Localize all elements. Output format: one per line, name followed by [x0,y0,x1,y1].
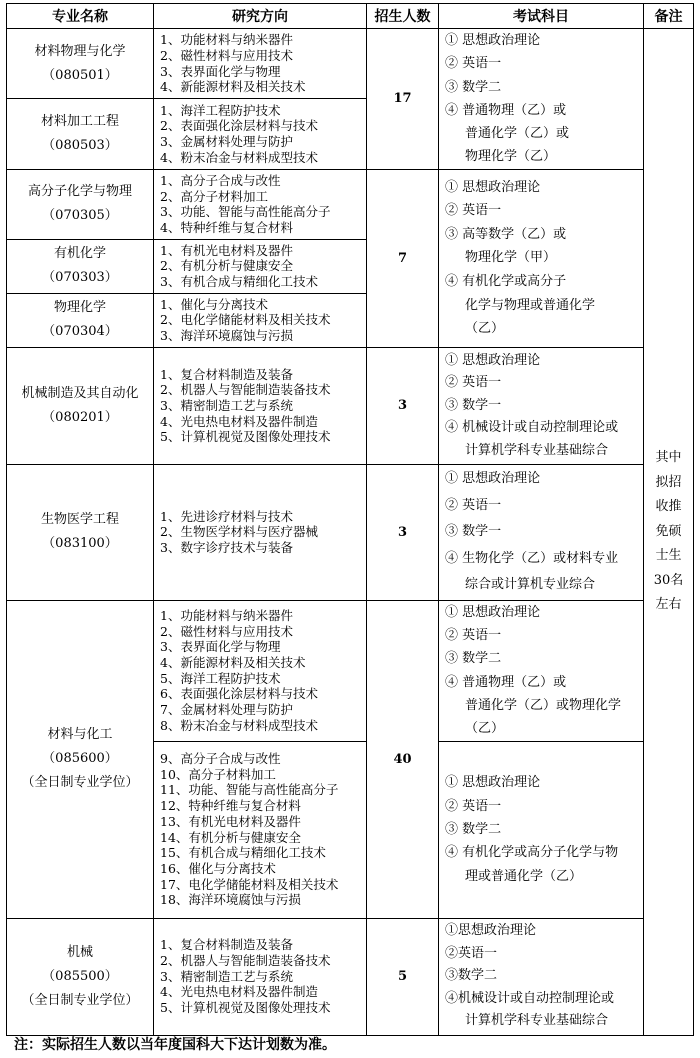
exams-cell [439,29,644,170]
major-cell [7,600,154,918]
exam-item: ① 思想政治理论 [445,604,541,620]
exams-cell [439,918,644,1035]
exam-item: ④ 有机化学或高分子 [445,274,567,290]
remark-line: 30名 [653,572,684,588]
remark-line: 收推 [655,499,682,515]
exam-item: （乙） [465,321,505,337]
exams-cell [439,347,644,464]
major-cell [7,464,154,600]
remark-line: 士生 [655,548,682,564]
direction-item: 1、复合材料制造及装备 [160,937,293,953]
direction-item: 5、海洋工程防护技术 [160,670,281,686]
direction-item: 4、特种纤维与复合材料 [160,219,293,235]
exam-item: 化学与物理或普通化学 [465,297,596,313]
direction-item: 1、高分子合成与改性 [160,172,281,188]
direction-item: 1、先进诊疗材料与技术 [160,508,293,524]
direction-item: 9、高分子合成与改性 [160,751,281,767]
direction-item: 1、海洋工程防护技术 [160,102,281,118]
major-cell [7,347,154,464]
direction-item: 17、电化学储能材料及相关技术 [160,876,339,892]
major-cell [7,918,154,1035]
major-code: （080503） [42,138,118,154]
exam-item: ④ 普通物理（乙）或 [445,102,567,118]
exam-item: ① 思想政治理论 [445,352,541,368]
major-code: （080501） [42,67,118,83]
exam-item: ① 思想政治理论 [445,179,541,195]
header-exams: 考试科目 [439,4,644,29]
remark-cell [644,29,694,1036]
major-code: （085500） [42,968,118,984]
header-direction: 研究方向 [154,4,367,29]
direction-item: 7、金属材料处理与防护 [160,702,293,718]
table-row [7,169,694,239]
direction-item: 2、生物医学材料与医疗器械 [160,524,318,540]
exam-item: ④ 生物化学（乙）或材料专业 [445,550,619,566]
direction-item: 3、有机合成与精细化工技术 [160,274,318,290]
direction-item: 3、表界面化学与物理 [160,63,281,79]
exam-item: （乙） [465,721,505,737]
exams-cell [439,600,644,741]
directions-cell [154,169,367,239]
table-row [7,29,694,99]
direction-item: 3、金属材料处理与防护 [160,134,293,150]
direction-item: 6、表面强化涂层材料与技术 [160,686,318,702]
major-name: 高分子化学与物理 [27,184,132,200]
exam-item: 普通化学（乙）或 [465,126,570,142]
direction-item: 16、催化与分离技术 [160,860,276,876]
exam-item: ② 英语一 [445,375,502,391]
major-code: （070303） [42,270,118,286]
exam-item: 普通化学（乙）或物理化学 [465,697,622,713]
direction-item: 3、数字诊疗技术与装备 [160,540,293,556]
direction-item: 3、功能、智能与高性能高分子 [160,204,331,220]
quota-cell: 5 [367,918,439,1035]
direction-item: 3、表界面化学与物理 [160,639,281,655]
direction-item: 18、海洋环境腐蚀与污损 [160,892,301,908]
major-cell [7,239,154,293]
exam-item: ④ 机械设计或自动控制理论或 [445,420,619,436]
exam-item: 理或普通化学（乙） [465,868,583,884]
header-quota: 招生人数 [367,4,439,29]
table-row [7,464,694,600]
exam-item: ② 英语一 [445,497,502,513]
direction-item: 3、精密制造工艺与系统 [160,968,293,984]
direction-item: 2、表面强化涂层材料与技术 [160,118,318,134]
exam-item: ③ 高等数学（乙）或 [445,226,567,242]
major-code: （085600） [42,751,118,767]
direction-item: 1、催化与分离技术 [160,296,268,312]
direction-item: 3、海洋环境腐蚀与污损 [160,328,293,344]
directions-cell [154,239,367,293]
direction-item: 2、磁性材料与应用技术 [160,623,293,639]
major-type: （全日制专业学位） [21,775,139,791]
quota-cell: 3 [367,347,439,464]
table-row [7,918,694,1035]
direction-item: 15、有机合成与精细化工技术 [160,845,326,861]
direction-item: 1、复合材料制造及装备 [160,366,293,382]
directions-cell [154,347,367,464]
header-note: 备注 [644,4,694,29]
exam-item: ④ 有机化学或高分子化学与物 [445,845,619,861]
direction-item: 8、粉末冶金与材料成型技术 [160,717,318,733]
exam-item: 综合或计算机专业综合 [465,577,596,593]
direction-item: 2、机器人与智能制造装备技术 [160,953,331,968]
major-code: （070305） [42,208,118,224]
directions-cell [154,464,367,600]
exam-item: ④ 普通物理（乙）或 [445,674,567,690]
exam-item: ② 英语一 [445,628,502,644]
exam-item: ③数学二 [445,968,498,984]
directions-cell [154,293,367,347]
exam-item: 物理化学（乙） [465,149,557,165]
remark-line: 免硕 [655,523,682,539]
admissions-table [6,3,694,1036]
exams-cell [439,464,644,600]
exam-item: ③ 数学二 [445,821,502,837]
remark-line: 其中 [655,450,682,466]
exams-cell [439,169,644,347]
exam-item: ② 英语一 [445,56,502,72]
table-row [7,347,694,464]
directions-cell [154,918,367,1035]
major-name: 材料加工工程 [40,114,119,130]
direction-item: 4、粉末冶金与材料成型技术 [160,149,318,165]
exam-item: ②英语一 [445,945,498,961]
exam-item: ④机械设计或自动控制理论或 [445,990,615,1006]
major-cell [7,169,154,239]
major-code: （070304） [42,324,118,340]
direction-item: 2、高分子材料加工 [160,188,268,204]
major-cell [7,293,154,347]
exam-item: ③ 数学一 [445,524,502,540]
major-name: 材料物理与化学 [34,43,126,59]
direction-item: 4、新能源材料及相关技术 [160,79,306,95]
major-name: 材料与化工 [47,727,113,743]
remark-line: 拟招 [655,474,682,490]
major-cell [7,29,154,99]
quota-cell: 17 [367,29,439,170]
directions-cell [154,741,367,918]
direction-item: 2、机器人与智能制造装备技术 [160,382,331,398]
exam-item: 计算机学科专业基础综合 [465,1013,609,1029]
major-code: （080201） [42,409,118,425]
exam-item: ② 英语一 [445,203,502,219]
major-name: 物理化学 [53,300,106,316]
direction-item: 1、有机光电材料及器件 [160,242,293,258]
exams-cell [439,741,644,918]
direction-item: 4、光电热电材料及器件制造 [160,413,318,429]
major-name: 机械制造及其自动化 [21,385,139,401]
major-name: 机械 [66,944,93,960]
directions-cell [154,99,367,169]
header-row [7,4,694,29]
direction-item: 3、精密制造工艺与系统 [160,397,293,413]
quota-cell: 7 [367,169,439,347]
directions-cell [154,600,367,741]
exam-item: ③ 数学一 [445,397,502,413]
direction-item: 1、功能材料与纳米器件 [160,32,293,48]
direction-item: 5、计算机视觉及图像处理技术 [160,1000,331,1016]
exam-item: ①思想政治理论 [445,923,537,939]
direction-item: 2、有机分析与健康安全 [160,258,293,274]
header-major: 专业名称 [7,4,154,29]
direction-item: 13、有机光电材料及器件 [160,813,301,829]
exam-item: ③ 数学二 [445,651,502,667]
exam-item: 物理化学（甲） [465,250,557,266]
exam-item: ① 思想政治理论 [445,471,541,487]
directions-cell [154,29,367,99]
major-type: （全日制专业学位） [21,992,139,1008]
exam-item: ① 思想政治理论 [445,33,541,48]
remark-line: 左右 [655,597,682,613]
direction-item: 10、高分子材料加工 [160,766,276,782]
direction-item: 12、特种纤维与复合材料 [160,798,301,814]
major-code: （083100） [42,536,118,552]
direction-item: 4、新能源材料及相关技术 [160,654,306,670]
major-name: 有机化学 [53,246,106,262]
direction-item: 2、电化学储能材料及相关技术 [160,312,331,328]
direction-item: 4、光电热电材料及器件制造 [160,984,318,1000]
footnote: 注：实际招生人数以当年度国科大下达计划数为准。 [14,1037,336,1053]
exam-item: ② 英语一 [445,798,502,814]
direction-item: 14、有机分析与健康安全 [160,829,301,845]
direction-item: 11、功能、智能与高性能高分子 [160,782,339,798]
exam-item: ① 思想政治理论 [445,775,541,791]
major-name: 生物医学工程 [40,512,119,528]
exam-item: 计算机学科专业基础综合 [465,442,609,458]
exam-item: ③ 数学二 [445,79,502,95]
direction-item: 5、计算机视觉及图像处理技术 [160,429,331,445]
quota-cell: 40 [367,600,439,918]
direction-item: 2、磁性材料与应用技术 [160,47,293,63]
quota-cell: 3 [367,464,439,600]
direction-item: 1、功能材料与纳米器件 [160,607,293,623]
major-cell [7,99,154,169]
table-row [7,600,694,741]
